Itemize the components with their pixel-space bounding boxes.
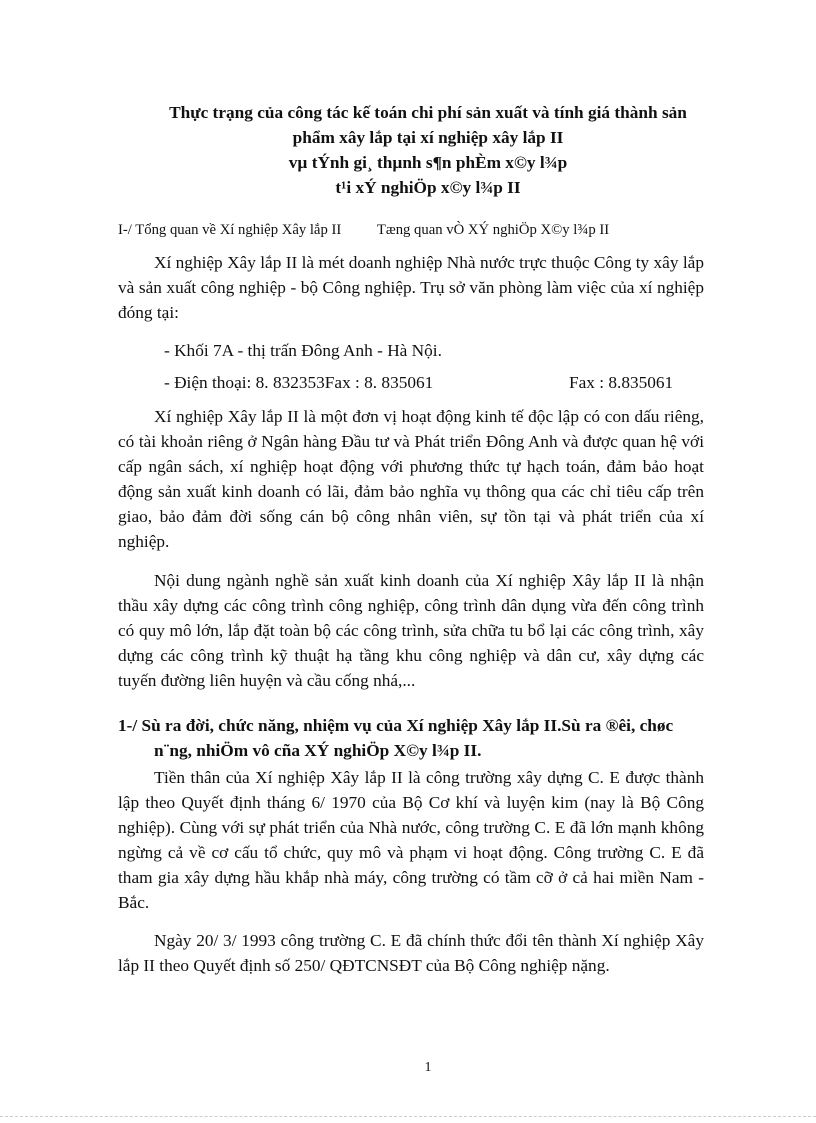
heading-history-line-1: 1-/ Sù ra đời, chức năng, nhiệm vụ của Xí nghiệp Xây lắp II.Sù ra ®êi, chøc — [118, 716, 674, 735]
paragraph-rename: Ngày 20/ 3/ 1993 công trường C. E đã chính thức đổi tên thành Xí nghiệp Xây lắp II theo Quyết định số 250/ QĐTCNSĐT của Bộ Công nghiệp nặng. — [118, 931, 704, 975]
phone-text: - Điện thoại: 8. 832353Fax : 8. 835061 — [164, 373, 434, 392]
phone-line — [164, 370, 674, 395]
heading-history — [118, 713, 718, 763]
paragraph-business-scope: Nội dung ngành nghề sản xuất kinh doanh của Xí nghiệp Xây lắp II là nhận thầu xây dựng các công trình công nghiệp, công trình dân dụng vừa đến công trình có quy mô lớn, lắp đặt toàn bộ các công trình, sửa chữa tu bổ lại các công trình, xây dựng các công trình kỹ thuật hạ tầng khu công nghiệp và dân cư, xây dựng các tuyến đường liên huyện và cầu cống nhá,... — [118, 571, 704, 690]
address-line: - Khối 7A - thị trấn Đông Anh - Hà Nội. — [164, 341, 442, 360]
title-line-2: phẩm xây lắp tại xí nghiệp xây lắp II — [292, 128, 564, 147]
page-bottom-divider — [0, 1116, 816, 1117]
title-line-3: vµ tÝnh gi¸ thµnh s¶n phÈm x©y l¾p — [288, 153, 568, 172]
heading-history-line-2: n¨ng, nhiÖm vô cña XÝ nghiÖp X©y l¾p II. — [154, 741, 482, 760]
title-line-4: t¹i xÝ nghiÖp x©y l¾p II — [335, 178, 521, 197]
section-label-garbled: Tæng quan vÒ XÝ nghiÖp X©y l¾p II — [376, 222, 610, 238]
paragraph-status: Xí nghiệp Xây lắp II là một đơn vị hoạt động kinh tế độc lập có con dấu riêng, có tài khoản riêng ở Ngân hàng Đầu tư và Phát triển Đông Anh và được quan hệ với cấp ngân sách, xí nghiệp hoạt động với phương thức tự hạch toán, đảm bảo hoạt động sản xuất kinh doanh có lãi, đảm bảo nghĩa vụ thông qua các chỉ tiêu cấp trên giao, bảo đảm đời sống cán bộ công nhân viên, sự tồn tại và phát triển của xí nghiệp. — [118, 407, 704, 551]
section-label: I-/ Tổng quan về Xí nghiệp Xây lắp II — [118, 222, 342, 238]
page-number: 1 — [424, 1060, 432, 1075]
paragraph-intro: Xí nghiệp Xây lắp II là mét doanh nghiệp Nhà nước trực thuộc Công ty xây lắp và sản xuất công nghiệp - bộ Công nghiệp. Trụ sở văn phòng làm việc của xí nghiệp đóng tại: — [118, 253, 704, 322]
fax-text: Fax : 8.835061 — [569, 373, 674, 392]
document-title — [120, 100, 736, 200]
paragraph-origin: Tiền thân của Xí nghiệp Xây lắp II là công trường xây dựng C. E được thành lập theo Quyết định tháng 6/ 1970 của Bộ Cơ khí và luyện kim (nay là Bộ Công nghiệp). Cùng với sự phát triển của Nhà nước, công trường C. E đã lớn mạnh không ngừng cả về cơ cấu tổ chức, quy mô và phạm vi hoạt động. Công trường C. E đã tham gia xây dựng hầu khắp nhà máy, công trường có tầm cỡ ở cả hai miền Nam - Bắc. — [118, 768, 704, 912]
section-heading — [118, 222, 718, 239]
title-line-1: Thực trạng của công tác kế toán chi phí sản xuất và tính giá thành sản — [169, 103, 687, 122]
